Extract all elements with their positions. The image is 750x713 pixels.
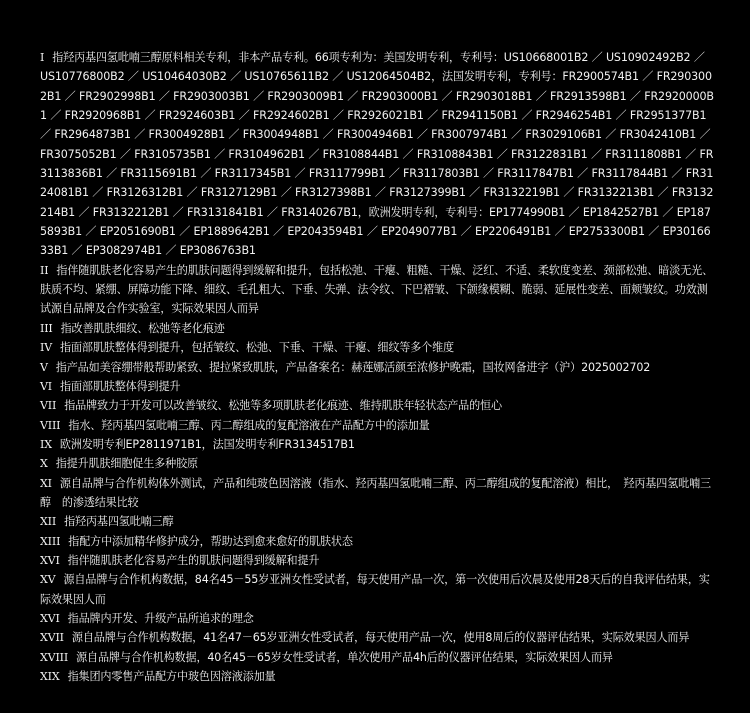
footnote-number: IX: [40, 437, 52, 451]
footnote-text: 指品牌内开发、升级产品所追求的理念: [67, 611, 254, 625]
footnote-number: XVIII: [40, 650, 69, 664]
footnote-15: [40, 570, 716, 609]
footnote-text: 指产品如美容绷带般帮助紧致、提拉紧致肌肤，产品备案名：赫莲娜活颜至浓修护晚霜，国妆网备进字（沪）2025002702: [55, 360, 651, 374]
footnote-10: [40, 454, 716, 473]
footnote-6: [40, 377, 716, 396]
footnote-text: 指配方中添加精华修护成分，帮助达到愈来愈好的肌肤状态: [68, 534, 353, 548]
footnote-19: [40, 667, 716, 686]
footnote-5: [40, 358, 716, 377]
footnote-number: X: [40, 457, 48, 471]
footnote-text: 指面部肌肤整体得到提升: [60, 379, 181, 393]
footnote-text: 指提升肌肤细胞促生多种胶原: [55, 457, 198, 471]
footnote-2: [40, 261, 716, 319]
footnote-text: 指品牌致力于开发可以改善皱纹、松弛等多项肌肤老化痕迹、维持肌肤年轻状态产品的恒心: [64, 399, 502, 413]
footnote-number: III: [40, 321, 53, 335]
footnote-number: XV: [40, 573, 56, 587]
footnote-text: 指伴随肌肤老化容易产生的肌肤问题得到缓解和提升，包括松弛、干瘪、粗糙、干燥、泛红、不适、柔软度变差、颈部松弛、暗淡无光、肤质不均、紧绷、屏障功能下降、细纹、毛孔粗大、下垂、失弹、法令纹、下巴褶皱、下颌缘模糊、脆弱、延展性变差、面颊皱纹。功效测试源自品牌及合作实验室，实际效果因人而异: [40, 263, 714, 316]
footnote-14: [40, 551, 716, 570]
footnote-9: [40, 435, 716, 454]
footnote-text: 指集团内零售产品配方中玻色因溶液添加量: [67, 670, 276, 683]
footnote-text: 源自品牌与合作机构数据，41名47－65岁亚洲女性受试者，每天使用产品一次，使用8周后的仪器评估结果，实际效果因人而异: [71, 631, 690, 645]
footnote-number: VII: [40, 399, 57, 413]
footnote-number: XIII: [40, 534, 61, 548]
footnote-number: XVI: [40, 553, 60, 567]
footnote-number: XIX: [40, 670, 60, 683]
footnote-3: [40, 319, 716, 338]
footnote-number: IV: [40, 341, 52, 355]
footnote-text: 源自品牌与合作机构数据，84名45－55岁亚洲女性受试者，每天使用产品一次，第一次使用后次晨及使用28天后的自我评估结果，实际效果因人而: [40, 573, 710, 606]
footnote-text: 指羟丙基四氢吡喃三醇原料相关专利，非本产品专利。66项专利为：美国发明专利，专利号：US10668001B2 ／ US10902492B2 ／ US10776800B2 ／ US10464030B2 ／ US10765611B2 ／ US12064504B2，法国发明专利，专利号：FR2900574B1 ／ FR2903002B1 ／ FR2902998B1 ／ FR2903003B1 ／ FR2903009B1 ／ FR2903000B1 ／ FR2903018B1 ／ FR2913598B1 ／ FR2920000B1 ／ FR2920968B1 ／ FR2924603B1 ／ FR2924602B1 ／ FR2926021B1 ／ FR2941150B1 ／ FR2946254B1 ／ FR2951377B1 ／ FR2964873B1 ／ FR3004928B1 ／ FR3004948B1 ／ FR3004946B1 ／ FR3007974B1 ／ FR3029106B1 ／ FR3042410B1 ／ FR3075052B1 ／ FR3105735B1 ／ FR3104962B1 ／ FR3108844B1 ／ FR3108843B1 ／ FR3122831B1 ／ FR3111808B1 ／ FR3113836B1 ／ FR3115691B1 ／ FR3117345B1 ／ FR3117799B1 ／ FR3117803B1 ／ FR3117847B1 ／ FR3117844B1 ／ FR3124081B1 ／ FR3126312B1 ／ FR3127129B1 ／ FR3127398B1 ／ FR3127399B1 ／ FR3132219B1 ／ FR3132213B1 ／ FR3132214B1 ／ FR3132212B1 ／ FR3131841B1 ／ FR3140267B1，欧洲发明专利，专利号：EP1774990B1 ／ EP1842527B1 ／ EP1875893B1 ／ EP2051690B1 ／ EP1889642B1 ／ EP2043594B1 ／ EP2049077B1 ／ EP2206491B1 ／ EP2753300B1 ／ EP3016633B1 ／ EP3082974B1 ／ EP3086763B1: [40, 51, 714, 258]
footnote-18: [40, 648, 716, 667]
footnote-8: [40, 416, 716, 435]
footnote-17: [40, 628, 716, 647]
footnote-4: [40, 338, 716, 357]
footnote-text: 指羟丙基四氢吡喃三醇: [64, 515, 174, 529]
footnote-number: V: [40, 360, 48, 374]
footnote-text: 指伴随肌肤老化容易产生的肌肤问题得到缓解和提升: [67, 553, 320, 567]
footnote-12: [40, 512, 716, 531]
footnote-number: VI: [40, 379, 52, 393]
footnote-7: [40, 396, 716, 415]
footnote-text: 指面部肌肤整体得到提升，包括皱纹、松弛、下垂、干燥、干瘪、细纹等多个维度: [60, 341, 454, 355]
footnote-1: [40, 48, 716, 261]
footnote-number: XVII: [40, 631, 64, 645]
footnote-number: VIII: [40, 418, 61, 432]
footnote-list: [40, 48, 716, 686]
footnote-13: [40, 532, 716, 551]
footnote-number: XVI: [40, 611, 60, 625]
footnote-text: 欧洲发明专利EP2811971B1，法国发明专利FR3134517B1: [59, 437, 355, 451]
footnote-11: [40, 474, 716, 513]
footnote-text: 指改善肌肤细纹、松弛等老化痕迹: [60, 321, 225, 335]
footnote-number: XII: [40, 515, 57, 529]
footnote-16: [40, 609, 716, 628]
footnote-number: I: [40, 51, 45, 64]
footnote-number: II: [40, 263, 49, 277]
footnote-text: 源自品牌与合作机构数据，40名45－65岁女性受试者，单次使用产品4h后的仪器评估结果，实际效果因人而异: [76, 650, 613, 664]
footnote-text: 源自品牌与合作机构体外测试，产品和纯玻色因溶液（指水、羟丙基四氢吡喃三醇、丙二醇组成的复配溶液）相比， 羟丙基四氢吡喃三醇 的渗透结果比较: [40, 476, 711, 509]
footnote-text: 指水、羟丙基四氢吡喃三醇、丙二醇组成的复配溶液在产品配方中的添加量: [68, 418, 430, 432]
footnote-number: XI: [40, 476, 52, 490]
